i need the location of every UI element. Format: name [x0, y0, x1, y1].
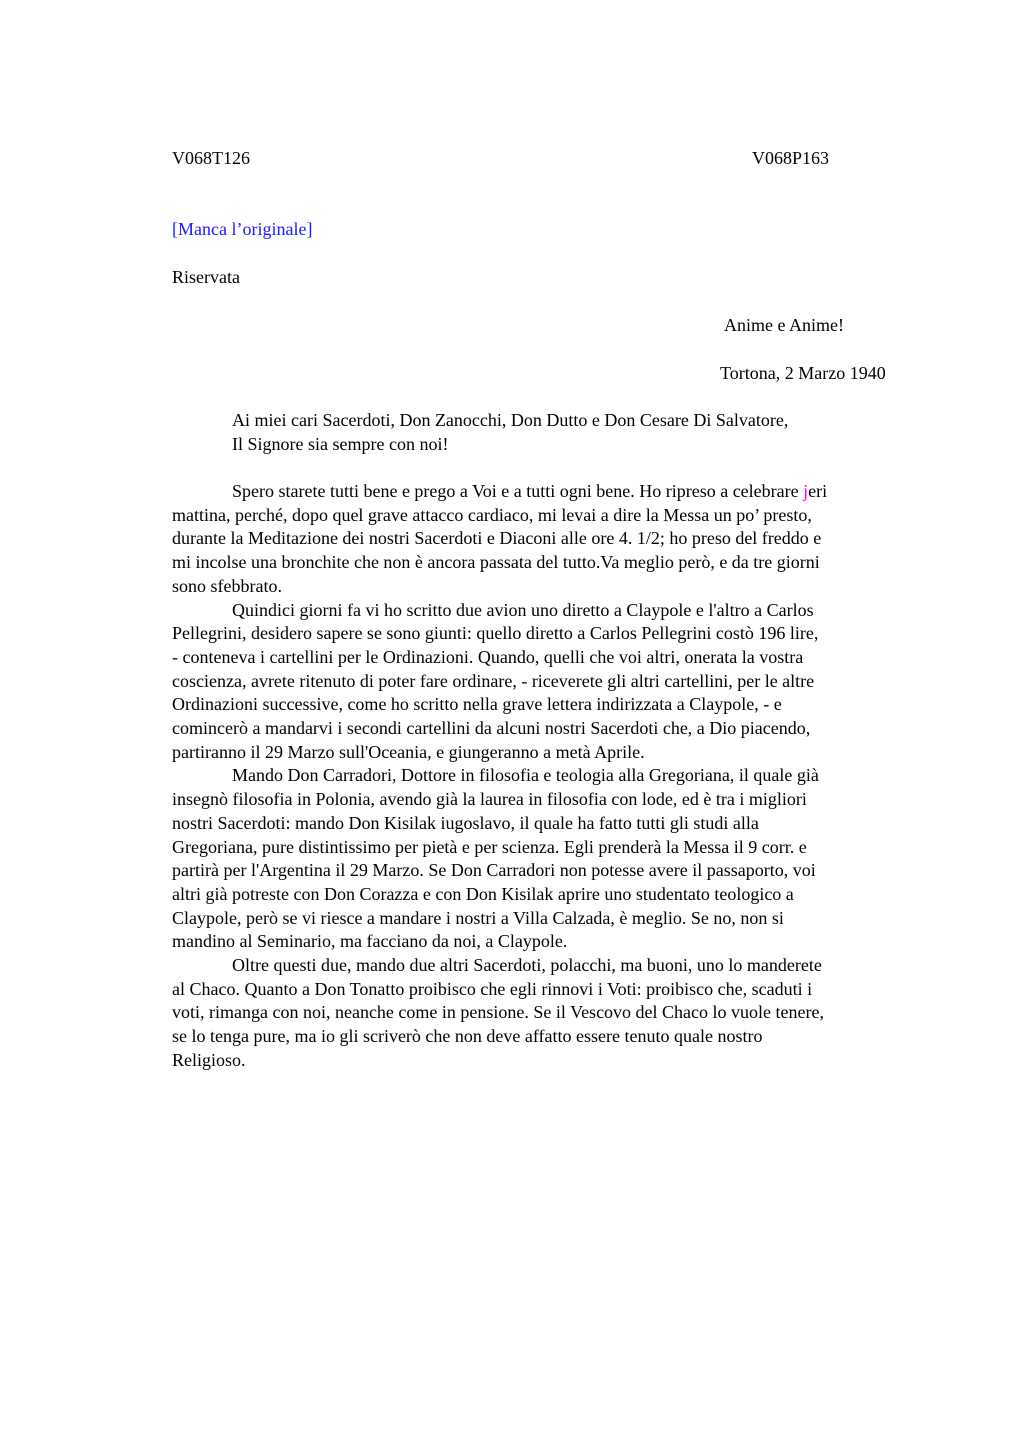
- paragraph-line: mi incolse una bronchite che non è ancora passata del tutto.Va meglio però, e da tre giorni: [172, 552, 820, 573]
- document-code-right: V068P163: [752, 148, 830, 168]
- paragraph-line: Pellegrini, desidero sapere se sono giunti: quello diretto a Carlos Pellegrini costò 196 lire,: [172, 623, 819, 644]
- paragraph-line: Quindici giorni fa vi ho scritto due avion uno diretto a Claypole e l'altro a Carlos: [232, 599, 814, 620]
- paragraph-line: altri già potreste con Don Corazza e con Don Kisilak aprire uno studentato teologico a: [172, 883, 794, 904]
- paragraph-line: insegnò filosofia in Polonia, avendo già la laurea in filosofia con lode, ed è tra i migliori: [172, 789, 807, 810]
- motto: Anime e Anime!: [724, 315, 844, 335]
- paragraph-4: [172, 954, 924, 1073]
- paragraph-line: [172, 480, 924, 504]
- paragraph-line: voti, rimanga con noi, neanche come in pensione. Se il Vescovo del Chaco lo vuole tenere,: [172, 1002, 824, 1023]
- paragraph-line: Claypole, però se vi riesce a mandare i nostri a Villa Calzada, è meglio. Se no, non si: [172, 907, 784, 928]
- paragraph-line: coscienza, avrete ritenuto di poter fare ordinare, - riceverete gli altri cartellini, per le altre: [172, 670, 815, 691]
- paragraph-line: mandino al Seminario, ma facciano da noi, a Claypole.: [172, 931, 568, 952]
- paragraph-line: Religioso.: [172, 1049, 246, 1070]
- paragraph-1: [172, 480, 924, 599]
- paragraph-line: mattina, perché, dopo quel grave attacco cardiaco, mi levai a dire la Messa un po’ presto,: [172, 504, 812, 525]
- paragraph-line: - conteneva i cartellini per le Ordinazioni. Quando, quelli che voi altri, onerata la vostra: [172, 646, 804, 667]
- line-text: Spero starete tutti bene e prego a Voi e a tutti ogni bene. Ho ripreso a celebrare: [232, 481, 804, 501]
- paragraph-line: durante la Meditazione dei nostri Sacerdoti e Diaconi alle ore 4. 1/2; ho preso del freddo e: [172, 528, 822, 549]
- missing-original-note: [Manca l’originale]: [172, 219, 313, 239]
- letter-body: [172, 480, 924, 1073]
- line-text: eri: [808, 481, 828, 501]
- paragraph-line: Ordinazioni successive, come ho scritto nella grave lettera indirizzata a Claypole, - e: [172, 694, 782, 715]
- salutation: [232, 408, 788, 456]
- paragraph-line: partirà per l'Argentina il 29 Marzo. Se Don Carradori non potesse avere il passaporto, voi: [172, 860, 816, 881]
- highlighted-letter: j: [803, 481, 809, 501]
- paragraph-line: partiranno il 29 Marzo sull'Oceania, e giungeranno a metà Aprile.: [172, 741, 645, 762]
- dateline: Tortona, 2 Marzo 1940: [720, 363, 886, 383]
- paragraph-line: nostri Sacerdoti: mando Don Kisilak iugoslavo, il quale ha fatto tutti gli studi alla: [172, 812, 759, 833]
- paragraph-2: [172, 599, 924, 765]
- paragraph-line: Mando Don Carradori, Dottore in filosofia e teologia alla Gregoriana, il quale già: [232, 765, 819, 786]
- paragraph-line: Oltre questi due, mando due altri Sacerdoti, polacchi, ma buoni, uno lo manderete: [232, 955, 822, 976]
- paragraph-line: se lo tenga pure, ma io gli scriverò che non deve affatto essere tenuto quale nostro: [172, 1026, 763, 1047]
- paragraph-3: [172, 764, 924, 954]
- paragraph-line: comincerò a mandarvi i secondi cartellini da alcuni nostri Sacerdoti che, a Dio piacendo,: [172, 718, 811, 739]
- salutation-line: Il Signore sia sempre con noi!: [232, 434, 449, 454]
- paragraph-line: Gregoriana, pure distintissimo per pietà e per scienza. Egli prenderà la Messa il 9 corr. e: [172, 836, 807, 857]
- paragraph-line: al Chaco. Quanto a Don Tonatto proibisco che egli rinnovi i Voti: proibisco che, scaduti i: [172, 978, 813, 999]
- paragraph-line: sono sfebbrato.: [172, 575, 282, 596]
- salutation-line: Ai miei cari Sacerdoti, Don Zanocchi, Don Dutto e Don Cesare Di Salvatore,: [232, 410, 789, 430]
- document-code-left: V068T126: [172, 148, 250, 168]
- classification-label: Riservata: [172, 267, 240, 287]
